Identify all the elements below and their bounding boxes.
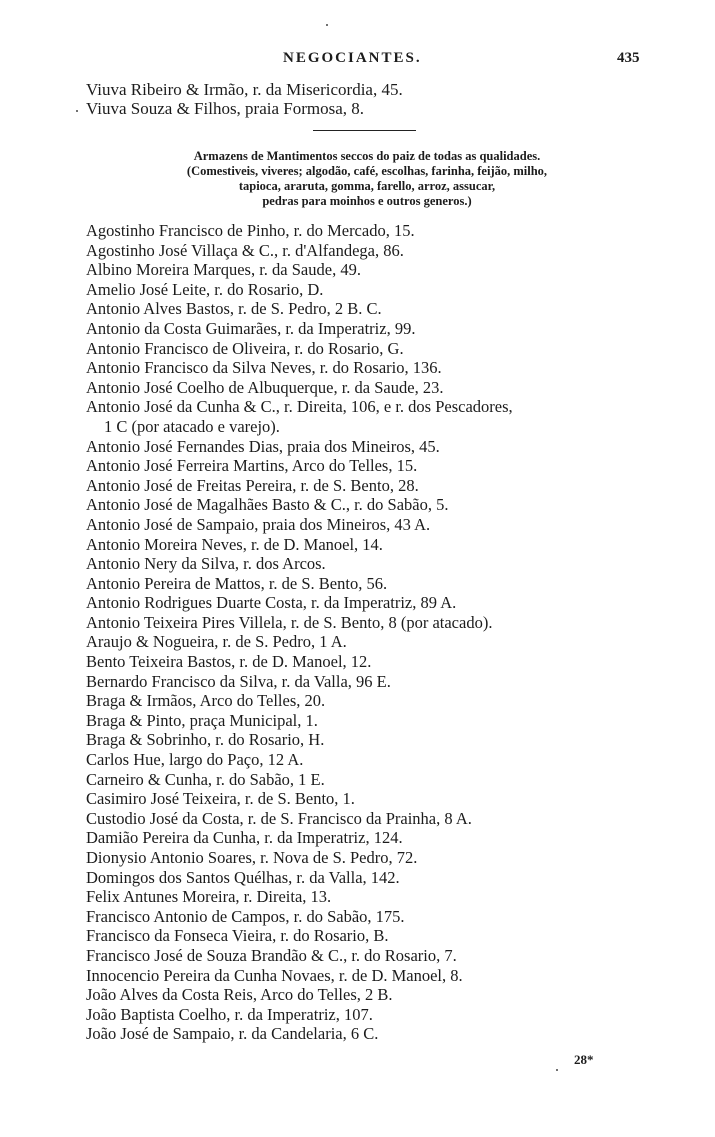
list-item: Damião Pereira da Cunha, r. da Imperatriz, 124. bbox=[86, 828, 403, 848]
page-number: 435 bbox=[617, 50, 640, 66]
list-item: Viuva Souza & Filhos, praia Formosa, 8. bbox=[86, 99, 365, 118]
list-item: Araujo & Nogueira, r. de S. Pedro, 1 A. bbox=[86, 632, 347, 652]
section-heading-line: pedras para moinhos e outros generos.) bbox=[262, 194, 472, 208]
list-item: Braga & Sobrinho, r. do Rosario, H. bbox=[86, 730, 325, 750]
section-divider bbox=[313, 130, 416, 131]
list-item: Innocencio Pereira da Cunha Novaes, r. de D. Manoel, 8. bbox=[86, 965, 463, 985]
continued-entries bbox=[86, 80, 646, 118]
section-heading-line: tapioca, araruta, gomma, farello, arroz, assucar, bbox=[238, 179, 496, 193]
list-item: Antonio José de Sampaio, praia dos Mineiros, 43 A. bbox=[86, 514, 431, 534]
list-item: Domingos dos Santos Quélhas, r. da Valla, 142. bbox=[86, 867, 400, 887]
list-item: Antonio José Ferreira Martins, Arco do Telles, 15. bbox=[86, 456, 418, 476]
list-item: Felix Antunes Moreira, r. Direita, 13. bbox=[86, 887, 332, 907]
list-item: Braga & Irmãos, Arco do Telles, 20. bbox=[86, 691, 326, 711]
list-item: Antonio da Costa Guimarães, r. da Imperatriz, 99. bbox=[86, 318, 416, 338]
list-item: Antonio Alves Bastos, r. de S. Pedro, 2 B. C. bbox=[86, 299, 382, 319]
list-item: Viuva Ribeiro & Irmão, r. da Misericordia, 45. bbox=[86, 80, 403, 99]
list-item: Francisco José de Souza Brandão & C., r. do Rosario, 7. bbox=[86, 945, 457, 965]
list-item: Custodio José da Costa, r. de S. Francisco da Prainha, 8 A. bbox=[86, 808, 472, 828]
list-item: Agostinho José Villaça & C., r. d'Alfandega, 86. bbox=[86, 240, 404, 260]
list-item: Antonio Moreira Neves, r. de D. Manoel, 14. bbox=[86, 534, 383, 554]
list-item: Antonio Rodrigues Duarte Costa, r. da Imperatriz, 89 A. bbox=[86, 593, 457, 613]
list-item: Antonio Francisco de Oliveira, r. do Rosario, G. bbox=[86, 338, 404, 358]
ink-speck bbox=[326, 24, 328, 26]
list-item: João Alves da Costa Reis, Arco do Telles, 2 B. bbox=[86, 985, 393, 1005]
page-header bbox=[0, 50, 715, 70]
list-item: Braga & Pinto, praça Municipal, 1. bbox=[86, 710, 318, 730]
list-item: Bernardo Francisco da Silva, r. da Valla, 96 E. bbox=[86, 671, 391, 691]
ink-speck bbox=[556, 1069, 558, 1071]
merchant-list bbox=[86, 221, 656, 1044]
section-heading bbox=[78, 149, 656, 209]
list-item: Casimiro José Teixeira, r. de S. Bento, 1. bbox=[86, 789, 355, 809]
list-item: Albino Moreira Marques, r. da Saude, 49. bbox=[86, 260, 361, 280]
list-item: João Baptista Coelho, r. da Imperatriz, 107. bbox=[86, 1004, 373, 1024]
section-heading-line: (Comestiveis, viveres; algodão, café, escolhas, farinha, feijão, milho, bbox=[186, 164, 548, 178]
list-item: Antonio José de Magalhães Basto & C., r. do Sabão, 5. bbox=[86, 495, 449, 515]
list-item: Antonio Pereira de Mattos, r. de S. Bento, 56. bbox=[86, 573, 388, 593]
list-item: Antonio José de Freitas Pereira, r. de S. Bento, 28. bbox=[86, 475, 419, 495]
list-item: Antonio Francisco da Silva Neves, r. do Rosario, 136. bbox=[86, 358, 442, 378]
list-item: Antonio Nery da Silva, r. dos Arcos. bbox=[86, 554, 326, 574]
signature-mark: 28* bbox=[574, 1052, 594, 1067]
list-item: Antonio José da Cunha & C., r. Direita, 106, e r. dos Pescadores, bbox=[86, 397, 513, 417]
list-item: Francisco da Fonseca Vieira, r. do Rosario, B. bbox=[86, 926, 389, 946]
list-item: Amelio José Leite, r. do Rosario, D. bbox=[86, 279, 324, 299]
list-item: Antonio Teixeira Pires Villela, r. de S. Bento, 8 (por atacado). bbox=[86, 612, 493, 632]
list-item: Agostinho Francisco de Pinho, r. do Mercado, 15. bbox=[86, 221, 415, 240]
list-item: Carlos Hue, largo do Paço, 12 A. bbox=[86, 750, 304, 770]
list-item-continuation: 1 C (por atacado e varejo). bbox=[104, 416, 280, 436]
list-item: João José de Sampaio, r. da Candelaria, 6 C. bbox=[86, 1024, 379, 1044]
list-item: Dionysio Antonio Soares, r. Nova de S. Pedro, 72. bbox=[86, 848, 418, 867]
ink-speck bbox=[76, 110, 78, 112]
list-item: Antonio José Fernandes Dias, praia dos Mineiros, 45. bbox=[86, 436, 440, 456]
list-item: Francisco Antonio de Campos, r. do Sabão, 175. bbox=[86, 906, 405, 926]
section-heading-line: Armazens de Mantimentos seccos do paiz de todas as qualidades. bbox=[193, 149, 541, 163]
running-title: NEGOCIANTES. bbox=[283, 50, 422, 66]
list-item: Antonio José Coelho de Albuquerque, r. da Saude, 23. bbox=[86, 377, 444, 397]
list-item: Bento Teixeira Bastos, r. de D. Manoel, 12. bbox=[86, 652, 372, 672]
list-item: Carneiro & Cunha, r. do Sabão, 1 E. bbox=[86, 769, 325, 789]
